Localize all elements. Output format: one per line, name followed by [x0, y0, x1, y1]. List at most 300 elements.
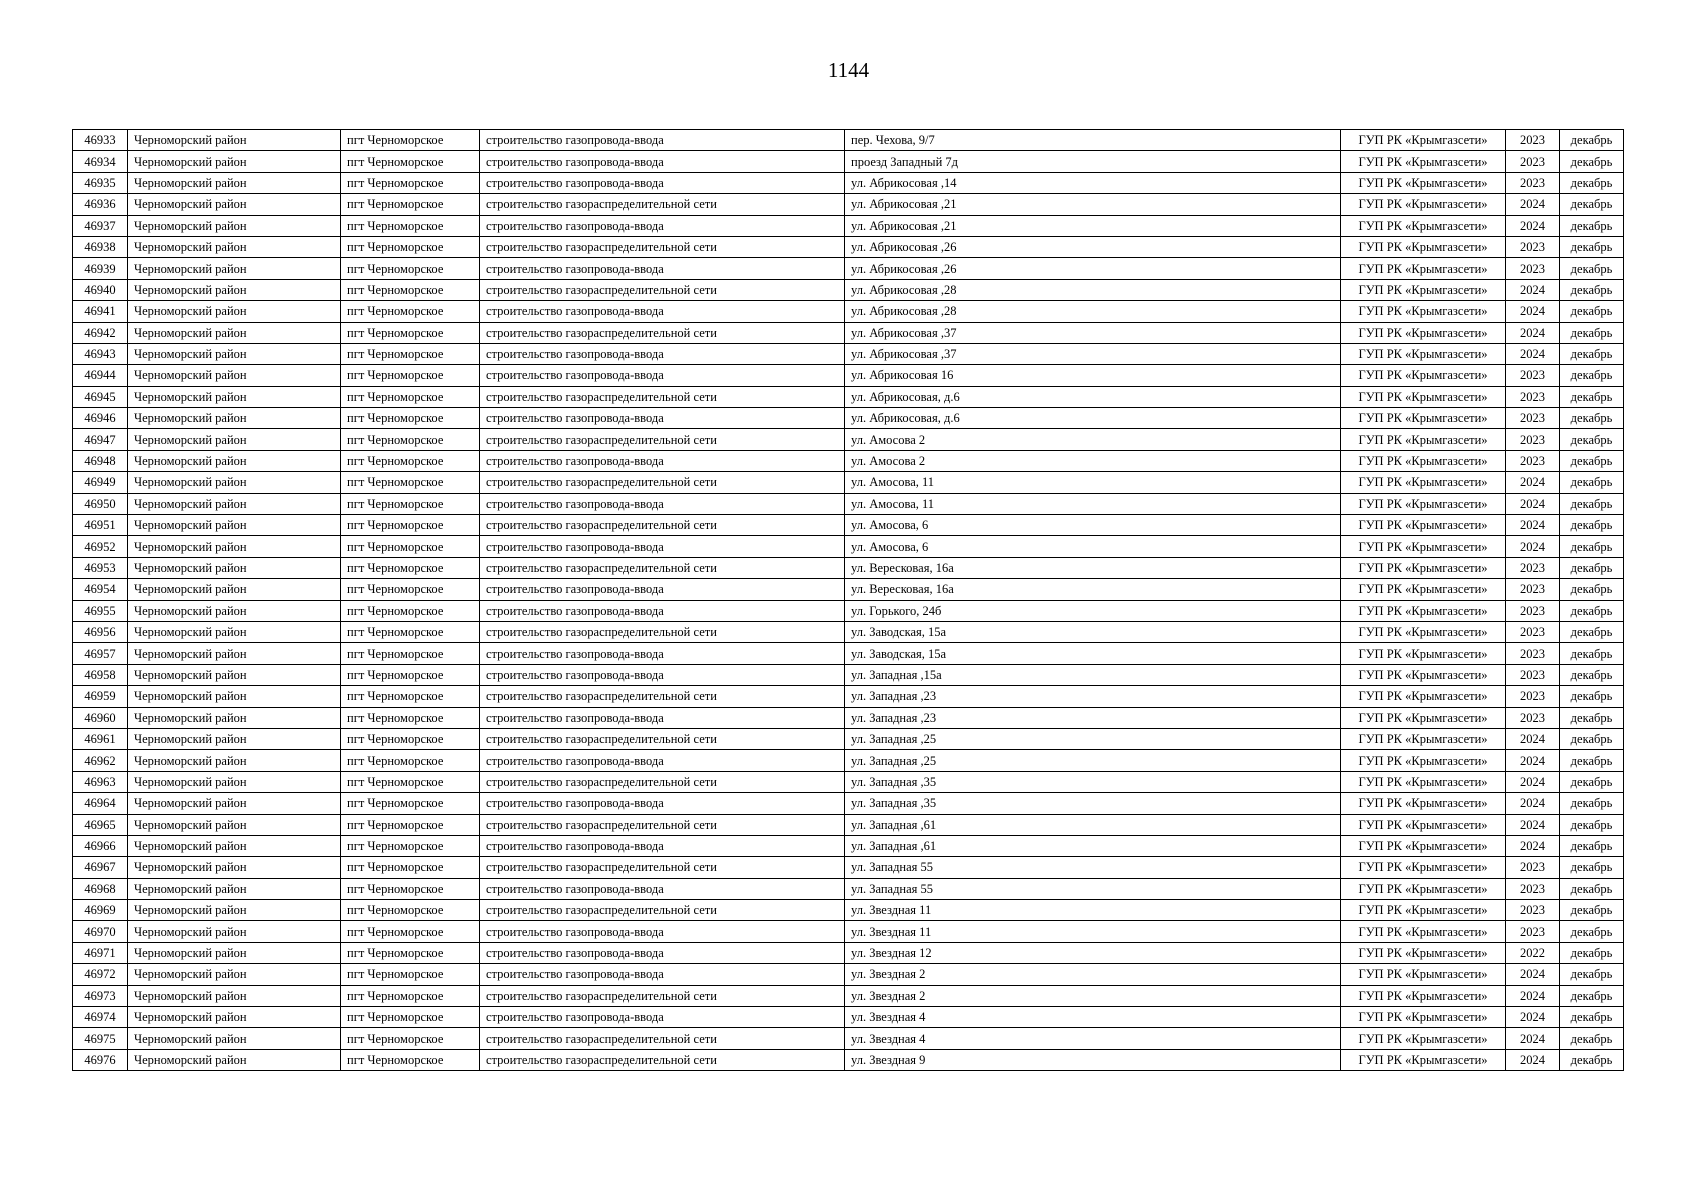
cell-year: 2023	[1506, 621, 1560, 642]
cell-num: 46934	[73, 151, 128, 172]
cell-settlement: пгт Черноморское	[341, 557, 480, 578]
cell-district: Черноморский район	[128, 643, 341, 664]
cell-district: Черноморский район	[128, 771, 341, 792]
cell-num: 46946	[73, 408, 128, 429]
table-row	[73, 579, 1624, 600]
cell-month: декабрь	[1560, 151, 1624, 172]
cell-district: Черноморский район	[128, 236, 341, 257]
cell-settlement: пгт Черноморское	[341, 493, 480, 514]
cell-district: Черноморский район	[128, 686, 341, 707]
cell-work: строительство газораспределительной сети	[480, 515, 845, 536]
cell-address: ул. Звездная 9	[845, 1049, 1341, 1070]
cell-month: декабрь	[1560, 557, 1624, 578]
cell-district: Черноморский район	[128, 793, 341, 814]
cell-work: строительство газопровода-ввода	[480, 365, 845, 386]
cell-num: 46942	[73, 322, 128, 343]
page-number: 1144	[827, 58, 870, 82]
cell-settlement: пгт Черноморское	[341, 472, 480, 493]
cell-year: 2023	[1506, 450, 1560, 471]
cell-org: ГУП РК «Крымгазсети»	[1341, 322, 1506, 343]
cell-month: декабрь	[1560, 643, 1624, 664]
cell-address: ул. Заводская, 15а	[845, 643, 1341, 664]
cell-address: ул. Звездная 11	[845, 900, 1341, 921]
cell-num: 46963	[73, 771, 128, 792]
cell-work: строительство газопровода-ввода	[480, 664, 845, 685]
cell-month: декабрь	[1560, 814, 1624, 835]
cell-org: ГУП РК «Крымгазсети»	[1341, 301, 1506, 322]
cell-settlement: пгт Черноморское	[341, 536, 480, 557]
cell-year: 2024	[1506, 814, 1560, 835]
cell-address: пер. Чехова, 9/7	[845, 130, 1341, 151]
cell-year: 2024	[1506, 515, 1560, 536]
cell-org: ГУП РК «Крымгазсети»	[1341, 579, 1506, 600]
cell-month: декабрь	[1560, 750, 1624, 771]
cell-settlement: пгт Черноморское	[341, 878, 480, 899]
cell-num: 46944	[73, 365, 128, 386]
cell-district: Черноморский район	[128, 1007, 341, 1028]
cell-month: декабрь	[1560, 664, 1624, 685]
table-row	[73, 750, 1624, 771]
cell-address: ул. Амосова 2	[845, 429, 1341, 450]
table-row	[73, 900, 1624, 921]
cell-address: ул. Западная ,61	[845, 835, 1341, 856]
cell-address: ул. Звездная 11	[845, 921, 1341, 942]
cell-settlement: пгт Черноморское	[341, 793, 480, 814]
cell-org: ГУП РК «Крымгазсети»	[1341, 130, 1506, 151]
cell-work: строительство газораспределительной сети	[480, 814, 845, 835]
cell-work: строительство газопровода-ввода	[480, 343, 845, 364]
cell-settlement: пгт Черноморское	[341, 515, 480, 536]
cell-settlement: пгт Черноморское	[341, 258, 480, 279]
cell-settlement: пгт Черноморское	[341, 172, 480, 193]
cell-address: ул. Абрикосовая ,28	[845, 301, 1341, 322]
cell-work: строительство газопровода-ввода	[480, 408, 845, 429]
cell-district: Черноморский район	[128, 878, 341, 899]
cell-month: декабрь	[1560, 322, 1624, 343]
cell-org: ГУП РК «Крымгазсети»	[1341, 793, 1506, 814]
cell-year: 2024	[1506, 728, 1560, 749]
cell-num: 46947	[73, 429, 128, 450]
cell-district: Черноморский район	[128, 921, 341, 942]
cell-settlement: пгт Черноморское	[341, 365, 480, 386]
cell-address: ул. Абрикосовая ,37	[845, 343, 1341, 364]
cell-work: строительство газопровода-ввода	[480, 579, 845, 600]
cell-work: строительство газораспределительной сети	[480, 557, 845, 578]
cell-num: 46948	[73, 450, 128, 471]
cell-year: 2023	[1506, 236, 1560, 257]
cell-address: ул. Абрикосовая ,37	[845, 322, 1341, 343]
cell-district: Черноморский район	[128, 493, 341, 514]
cell-work: строительство газопровода-ввода	[480, 793, 845, 814]
table-row	[73, 728, 1624, 749]
cell-settlement: пгт Черноморское	[341, 942, 480, 963]
cell-year: 2024	[1506, 215, 1560, 236]
cell-work: строительство газопровода-ввода	[480, 964, 845, 985]
table-row	[73, 921, 1624, 942]
cell-org: ГУП РК «Крымгазсети»	[1341, 707, 1506, 728]
table-row	[73, 279, 1624, 300]
cell-org: ГУП РК «Крымгазсети»	[1341, 878, 1506, 899]
cell-month: декабрь	[1560, 686, 1624, 707]
register-body	[73, 130, 1624, 1071]
cell-org: ГУП РК «Крымгазсети»	[1341, 1007, 1506, 1028]
cell-year: 2023	[1506, 579, 1560, 600]
cell-month: декабрь	[1560, 215, 1624, 236]
cell-year: 2023	[1506, 686, 1560, 707]
cell-num: 46964	[73, 793, 128, 814]
cell-org: ГУП РК «Крымгазсети»	[1341, 664, 1506, 685]
cell-month: декабрь	[1560, 835, 1624, 856]
cell-settlement: пгт Черноморское	[341, 450, 480, 471]
cell-num: 46936	[73, 194, 128, 215]
cell-month: декабрь	[1560, 472, 1624, 493]
cell-num: 46975	[73, 1028, 128, 1049]
cell-address: ул. Амосова, 6	[845, 536, 1341, 557]
cell-district: Черноморский район	[128, 151, 341, 172]
cell-address: ул. Западная 55	[845, 878, 1341, 899]
cell-district: Черноморский район	[128, 600, 341, 621]
table-row	[73, 771, 1624, 792]
cell-month: декабрь	[1560, 194, 1624, 215]
cell-org: ГУП РК «Крымгазсети»	[1341, 771, 1506, 792]
cell-district: Черноморский район	[128, 964, 341, 985]
cell-work: строительство газораспределительной сети	[480, 771, 845, 792]
cell-year: 2023	[1506, 557, 1560, 578]
cell-settlement: пгт Черноморское	[341, 600, 480, 621]
cell-month: декабрь	[1560, 429, 1624, 450]
cell-year: 2024	[1506, 750, 1560, 771]
cell-num: 46972	[73, 964, 128, 985]
cell-work: строительство газопровода-ввода	[480, 493, 845, 514]
cell-settlement: пгт Черноморское	[341, 985, 480, 1006]
cell-address: ул. Заводская, 15а	[845, 621, 1341, 642]
cell-num: 46958	[73, 664, 128, 685]
cell-settlement: пгт Черноморское	[341, 835, 480, 856]
cell-year: 2023	[1506, 130, 1560, 151]
cell-address: ул. Абрикосовая ,21	[845, 194, 1341, 215]
cell-year: 2023	[1506, 151, 1560, 172]
cell-address: ул. Абрикосовая 16	[845, 365, 1341, 386]
cell-year: 2024	[1506, 1049, 1560, 1070]
cell-address: ул. Абрикосовая ,21	[845, 215, 1341, 236]
cell-settlement: пгт Черноморское	[341, 686, 480, 707]
cell-org: ГУП РК «Крымгазсети»	[1341, 750, 1506, 771]
cell-settlement: пгт Черноморское	[341, 728, 480, 749]
cell-address: ул. Западная ,35	[845, 793, 1341, 814]
cell-month: декабрь	[1560, 172, 1624, 193]
cell-year: 2024	[1506, 343, 1560, 364]
cell-address: ул. Вересковая, 16а	[845, 557, 1341, 578]
cell-district: Черноморский район	[128, 472, 341, 493]
cell-num: 46940	[73, 279, 128, 300]
cell-month: декабрь	[1560, 258, 1624, 279]
table-row	[73, 151, 1624, 172]
cell-work: строительство газопровода-ввода	[480, 215, 845, 236]
cell-month: декабрь	[1560, 793, 1624, 814]
cell-address: ул. Западная ,61	[845, 814, 1341, 835]
table-row	[73, 942, 1624, 963]
table-row	[73, 194, 1624, 215]
table-row	[73, 664, 1624, 685]
cell-year: 2024	[1506, 964, 1560, 985]
register-table	[72, 129, 1624, 1071]
cell-district: Черноморский район	[128, 258, 341, 279]
cell-address: ул. Звездная 4	[845, 1028, 1341, 1049]
cell-address: ул. Абрикосовая ,14	[845, 172, 1341, 193]
table-row	[73, 878, 1624, 899]
cell-district: Черноморский район	[128, 450, 341, 471]
cell-num: 46939	[73, 258, 128, 279]
cell-org: ГУП РК «Крымгазсети»	[1341, 258, 1506, 279]
cell-num: 46962	[73, 750, 128, 771]
cell-month: декабрь	[1560, 386, 1624, 407]
table-row	[73, 343, 1624, 364]
cell-settlement: пгт Черноморское	[341, 750, 480, 771]
cell-org: ГУП РК «Крымгазсети»	[1341, 194, 1506, 215]
cell-settlement: пгт Черноморское	[341, 921, 480, 942]
cell-year: 2024	[1506, 194, 1560, 215]
cell-year: 2023	[1506, 707, 1560, 728]
cell-num: 46945	[73, 386, 128, 407]
cell-num: 46938	[73, 236, 128, 257]
cell-num: 46952	[73, 536, 128, 557]
cell-work: строительство газораспределительной сети	[480, 857, 845, 878]
table-row	[73, 600, 1624, 621]
cell-num: 46971	[73, 942, 128, 963]
table-row	[73, 835, 1624, 856]
cell-month: декабрь	[1560, 600, 1624, 621]
table-row	[73, 322, 1624, 343]
cell-year: 2024	[1506, 835, 1560, 856]
cell-num: 46953	[73, 557, 128, 578]
cell-address: ул. Абрикосовая, д.6	[845, 386, 1341, 407]
cell-org: ГУП РК «Крымгазсети»	[1341, 621, 1506, 642]
cell-settlement: пгт Черноморское	[341, 279, 480, 300]
cell-year: 2024	[1506, 322, 1560, 343]
cell-settlement: пгт Черноморское	[341, 408, 480, 429]
cell-work: строительство газопровода-ввода	[480, 942, 845, 963]
cell-org: ГУП РК «Крымгазсети»	[1341, 857, 1506, 878]
cell-month: декабрь	[1560, 921, 1624, 942]
cell-settlement: пгт Черноморское	[341, 814, 480, 835]
cell-settlement: пгт Черноморское	[341, 429, 480, 450]
cell-year: 2023	[1506, 900, 1560, 921]
table-row	[73, 793, 1624, 814]
cell-district: Черноморский район	[128, 985, 341, 1006]
cell-district: Черноморский район	[128, 942, 341, 963]
table-row	[73, 450, 1624, 471]
table-row	[73, 621, 1624, 642]
cell-address: ул. Западная ,23	[845, 686, 1341, 707]
cell-year: 2024	[1506, 1028, 1560, 1049]
cell-address: ул. Западная ,25	[845, 728, 1341, 749]
cell-district: Черноморский район	[128, 301, 341, 322]
cell-district: Черноморский район	[128, 579, 341, 600]
cell-district: Черноморский район	[128, 215, 341, 236]
cell-month: декабрь	[1560, 236, 1624, 257]
cell-work: строительство газораспределительной сети	[480, 472, 845, 493]
cell-org: ГУП РК «Крымгазсети»	[1341, 643, 1506, 664]
table-row	[73, 536, 1624, 557]
cell-address: ул. Звездная 4	[845, 1007, 1341, 1028]
cell-settlement: пгт Черноморское	[341, 215, 480, 236]
cell-org: ГУП РК «Крымгазсети»	[1341, 728, 1506, 749]
cell-month: декабрь	[1560, 900, 1624, 921]
cell-year: 2023	[1506, 600, 1560, 621]
cell-org: ГУП РК «Крымгазсети»	[1341, 172, 1506, 193]
cell-district: Черноморский район	[128, 557, 341, 578]
cell-year: 2022	[1506, 942, 1560, 963]
cell-work: строительство газопровода-ввода	[480, 301, 845, 322]
cell-district: Черноморский район	[128, 1049, 341, 1070]
cell-month: декабрь	[1560, 878, 1624, 899]
cell-org: ГУП РК «Крымгазсети»	[1341, 942, 1506, 963]
cell-org: ГУП РК «Крымгазсети»	[1341, 408, 1506, 429]
table-row	[73, 1028, 1624, 1049]
cell-settlement: пгт Черноморское	[341, 771, 480, 792]
cell-work: строительство газопровода-ввода	[480, 172, 845, 193]
cell-district: Черноморский район	[128, 900, 341, 921]
cell-work: строительство газораспределительной сети	[480, 429, 845, 450]
cell-address: ул. Абрикосовая, д.6	[845, 408, 1341, 429]
cell-address: ул. Звездная 12	[845, 942, 1341, 963]
cell-org: ГУП РК «Крымгазсети»	[1341, 686, 1506, 707]
table-row	[73, 172, 1624, 193]
cell-district: Черноморский район	[128, 857, 341, 878]
cell-address: ул. Амосова, 11	[845, 472, 1341, 493]
cell-address: ул. Горького, 24б	[845, 600, 1341, 621]
cell-work: строительство газопровода-ввода	[480, 878, 845, 899]
table-row	[73, 515, 1624, 536]
cell-month: декабрь	[1560, 621, 1624, 642]
cell-month: декабрь	[1560, 771, 1624, 792]
cell-num: 46969	[73, 900, 128, 921]
cell-year: 2023	[1506, 857, 1560, 878]
cell-year: 2023	[1506, 408, 1560, 429]
cell-district: Черноморский район	[128, 536, 341, 557]
cell-work: строительство газопровода-ввода	[480, 921, 845, 942]
cell-num: 46976	[73, 1049, 128, 1070]
cell-settlement: пгт Черноморское	[341, 343, 480, 364]
cell-org: ГУП РК «Крымгазсети»	[1341, 835, 1506, 856]
table-row	[73, 386, 1624, 407]
cell-year: 2023	[1506, 921, 1560, 942]
cell-work: строительство газопровода-ввода	[480, 835, 845, 856]
cell-year: 2024	[1506, 1007, 1560, 1028]
cell-num: 46950	[73, 493, 128, 514]
cell-org: ГУП РК «Крымгазсети»	[1341, 236, 1506, 257]
cell-num: 46933	[73, 130, 128, 151]
table-row	[73, 985, 1624, 1006]
cell-year: 2023	[1506, 172, 1560, 193]
table-row	[73, 707, 1624, 728]
cell-district: Черноморский район	[128, 835, 341, 856]
cell-org: ГУП РК «Крымгазсети»	[1341, 472, 1506, 493]
cell-month: декабрь	[1560, 985, 1624, 1006]
table-row	[73, 1007, 1624, 1028]
cell-year: 2023	[1506, 429, 1560, 450]
cell-org: ГУП РК «Крымгазсети»	[1341, 515, 1506, 536]
table-row	[73, 643, 1624, 664]
cell-num: 46960	[73, 707, 128, 728]
cell-work: строительство газораспределительной сети	[480, 985, 845, 1006]
cell-num: 46965	[73, 814, 128, 835]
cell-org: ГУП РК «Крымгазсети»	[1341, 900, 1506, 921]
cell-num: 46935	[73, 172, 128, 193]
cell-num: 46954	[73, 579, 128, 600]
cell-work: строительство газораспределительной сети	[480, 194, 845, 215]
cell-address: проезд Западный 7д	[845, 151, 1341, 172]
cell-address: ул. Звездная 2	[845, 985, 1341, 1006]
cell-num: 46968	[73, 878, 128, 899]
cell-org: ГУП РК «Крымгазсети»	[1341, 151, 1506, 172]
cell-district: Черноморский район	[128, 515, 341, 536]
cell-num: 46961	[73, 728, 128, 749]
cell-num: 46956	[73, 621, 128, 642]
cell-org: ГУП РК «Крымгазсети»	[1341, 921, 1506, 942]
cell-district: Черноморский район	[128, 707, 341, 728]
cell-address: ул. Западная ,35	[845, 771, 1341, 792]
cell-settlement: пгт Черноморское	[341, 1007, 480, 1028]
cell-org: ГУП РК «Крымгазсети»	[1341, 536, 1506, 557]
cell-settlement: пгт Черноморское	[341, 900, 480, 921]
cell-work: строительство газораспределительной сети	[480, 279, 845, 300]
table-row	[73, 130, 1624, 151]
cell-num: 46967	[73, 857, 128, 878]
cell-year: 2024	[1506, 985, 1560, 1006]
table-row	[73, 236, 1624, 257]
cell-num: 46949	[73, 472, 128, 493]
cell-month: декабрь	[1560, 408, 1624, 429]
cell-settlement: пгт Черноморское	[341, 194, 480, 215]
cell-address: ул. Западная ,15а	[845, 664, 1341, 685]
cell-org: ГУП РК «Крымгазсети»	[1341, 279, 1506, 300]
cell-district: Черноморский район	[128, 664, 341, 685]
cell-district: Черноморский район	[128, 386, 341, 407]
cell-org: ГУП РК «Крымгазсети»	[1341, 600, 1506, 621]
cell-month: декабрь	[1560, 857, 1624, 878]
cell-month: декабрь	[1560, 536, 1624, 557]
cell-settlement: пгт Черноморское	[341, 130, 480, 151]
cell-settlement: пгт Черноморское	[341, 857, 480, 878]
cell-address: ул. Абрикосовая ,26	[845, 236, 1341, 257]
cell-org: ГУП РК «Крымгазсети»	[1341, 386, 1506, 407]
cell-settlement: пгт Черноморское	[341, 236, 480, 257]
cell-work: строительство газораспределительной сети	[480, 236, 845, 257]
cell-work: строительство газораспределительной сети	[480, 386, 845, 407]
cell-year: 2023	[1506, 258, 1560, 279]
cell-work: строительство газораспределительной сети	[480, 1028, 845, 1049]
table-row	[73, 215, 1624, 236]
table-row	[73, 472, 1624, 493]
cell-district: Черноморский район	[128, 279, 341, 300]
cell-year: 2023	[1506, 664, 1560, 685]
cell-address: ул. Амосова, 11	[845, 493, 1341, 514]
cell-district: Черноморский район	[128, 130, 341, 151]
cell-settlement: пгт Черноморское	[341, 151, 480, 172]
cell-num: 46943	[73, 343, 128, 364]
cell-settlement: пгт Черноморское	[341, 707, 480, 728]
cell-work: строительство газопровода-ввода	[480, 130, 845, 151]
cell-year: 2024	[1506, 793, 1560, 814]
cell-address: ул. Звездная 2	[845, 964, 1341, 985]
cell-work: строительство газопровода-ввода	[480, 750, 845, 771]
cell-settlement: пгт Черноморское	[341, 1028, 480, 1049]
cell-district: Черноморский район	[128, 1028, 341, 1049]
table-row	[73, 964, 1624, 985]
cell-month: декабрь	[1560, 707, 1624, 728]
cell-district: Черноморский район	[128, 365, 341, 386]
